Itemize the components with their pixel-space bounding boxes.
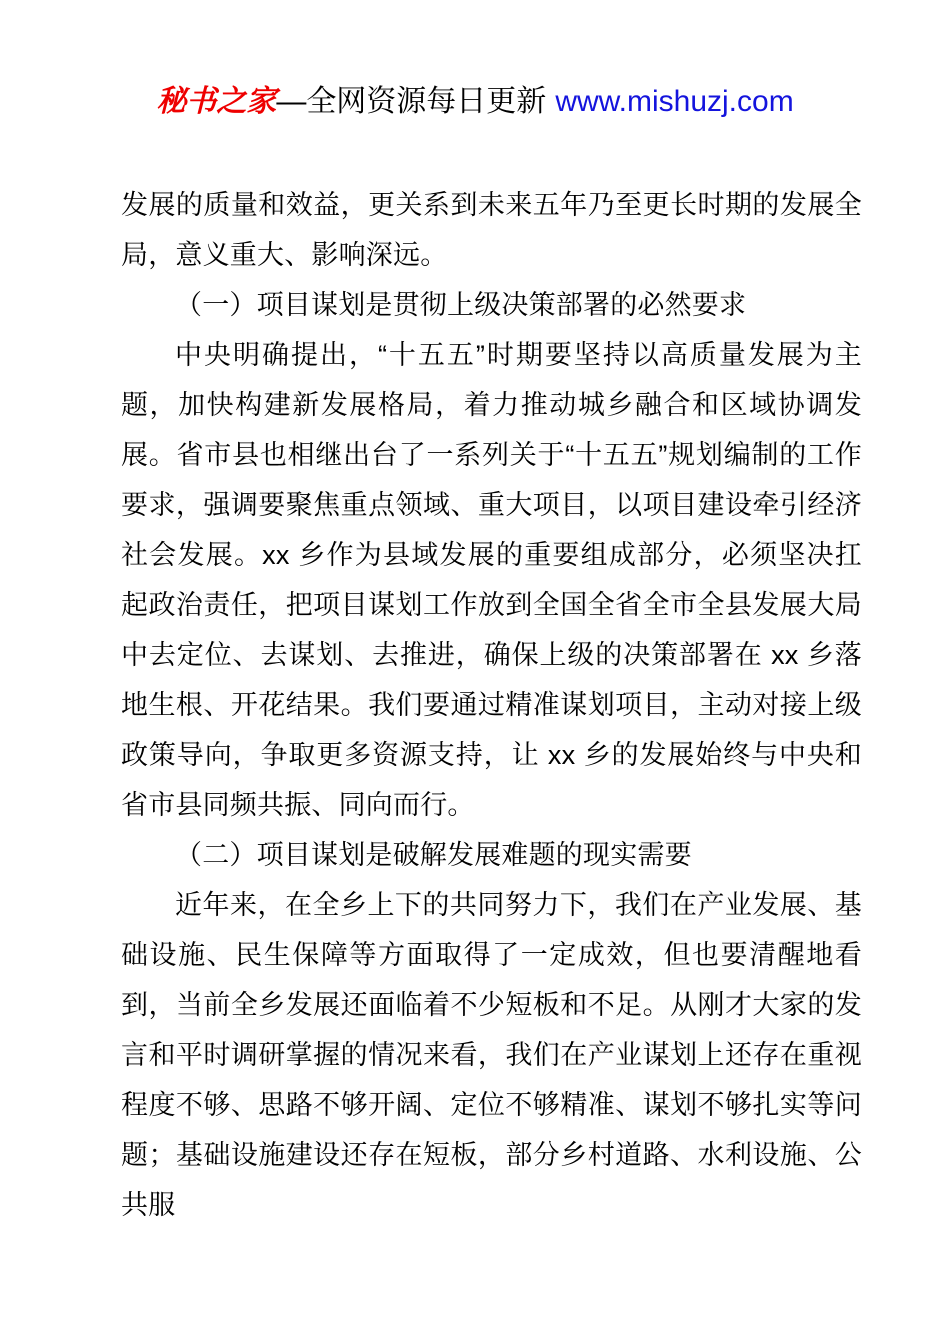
paragraph: 发展的质量和效益，更关系到未来五年乃至更长时期的发展全局，意义重大、影响深远。 (121, 190, 862, 270)
site-url: www.mishuzj.com (555, 85, 794, 118)
site-name: 秘书之家 (156, 85, 277, 118)
paragraph: （二）项目谋划是破解发展难题的现实需要 (175, 840, 692, 870)
paragraph: （一）项目谋划是贯彻上级决策部署的必然要求 (175, 290, 747, 320)
header-dash: — (276, 85, 307, 118)
document-body (121, 180, 862, 1230)
header-tagline: 全网资源每日更新 (306, 85, 547, 118)
paragraph: 中央明确提出，“十五五”时期要坚持以高质量发展为主题，加快构建新发展格局，着力推动城乡融合和区域协调发展。省市县也相继出台了一系列关于“十五五”规划编制的工作要求，强调要聚焦重点领域、重大项目，以项目建设牵引经济社会发展。xx 乡作为县域发展的重要组成部分，必须坚决扛起政治责任，把项目谋划工作放到全国全省全市全县发展大局中去定位、去谋划、去推进，确保上级的决策部署在 xx 乡落地生根、开花结果。我们要通过精准谋划项目，主动对接上级政策导向，争取更多资源支持，让 xx 乡的发展始终与中央和省市县同频共振、同向而行。 (121, 340, 862, 820)
paragraph: 近年来，在全乡上下的共同努力下，我们在产业发展、基础设施、民生保障等方面取得了一定成效，但也要清醒地看到，当前全乡发展还面临着不少短板和不足。从刚才大家的发言和平时调研掌握的情况来看，我们在产业谋划上还存在重视程度不够、思路不够开阔、定位不够精准、谋划不够扎实等问题；基础设施建设还存在短板，部分乡村道路、水利设施、公共服 (121, 890, 862, 1220)
page-header (0, 84, 950, 120)
